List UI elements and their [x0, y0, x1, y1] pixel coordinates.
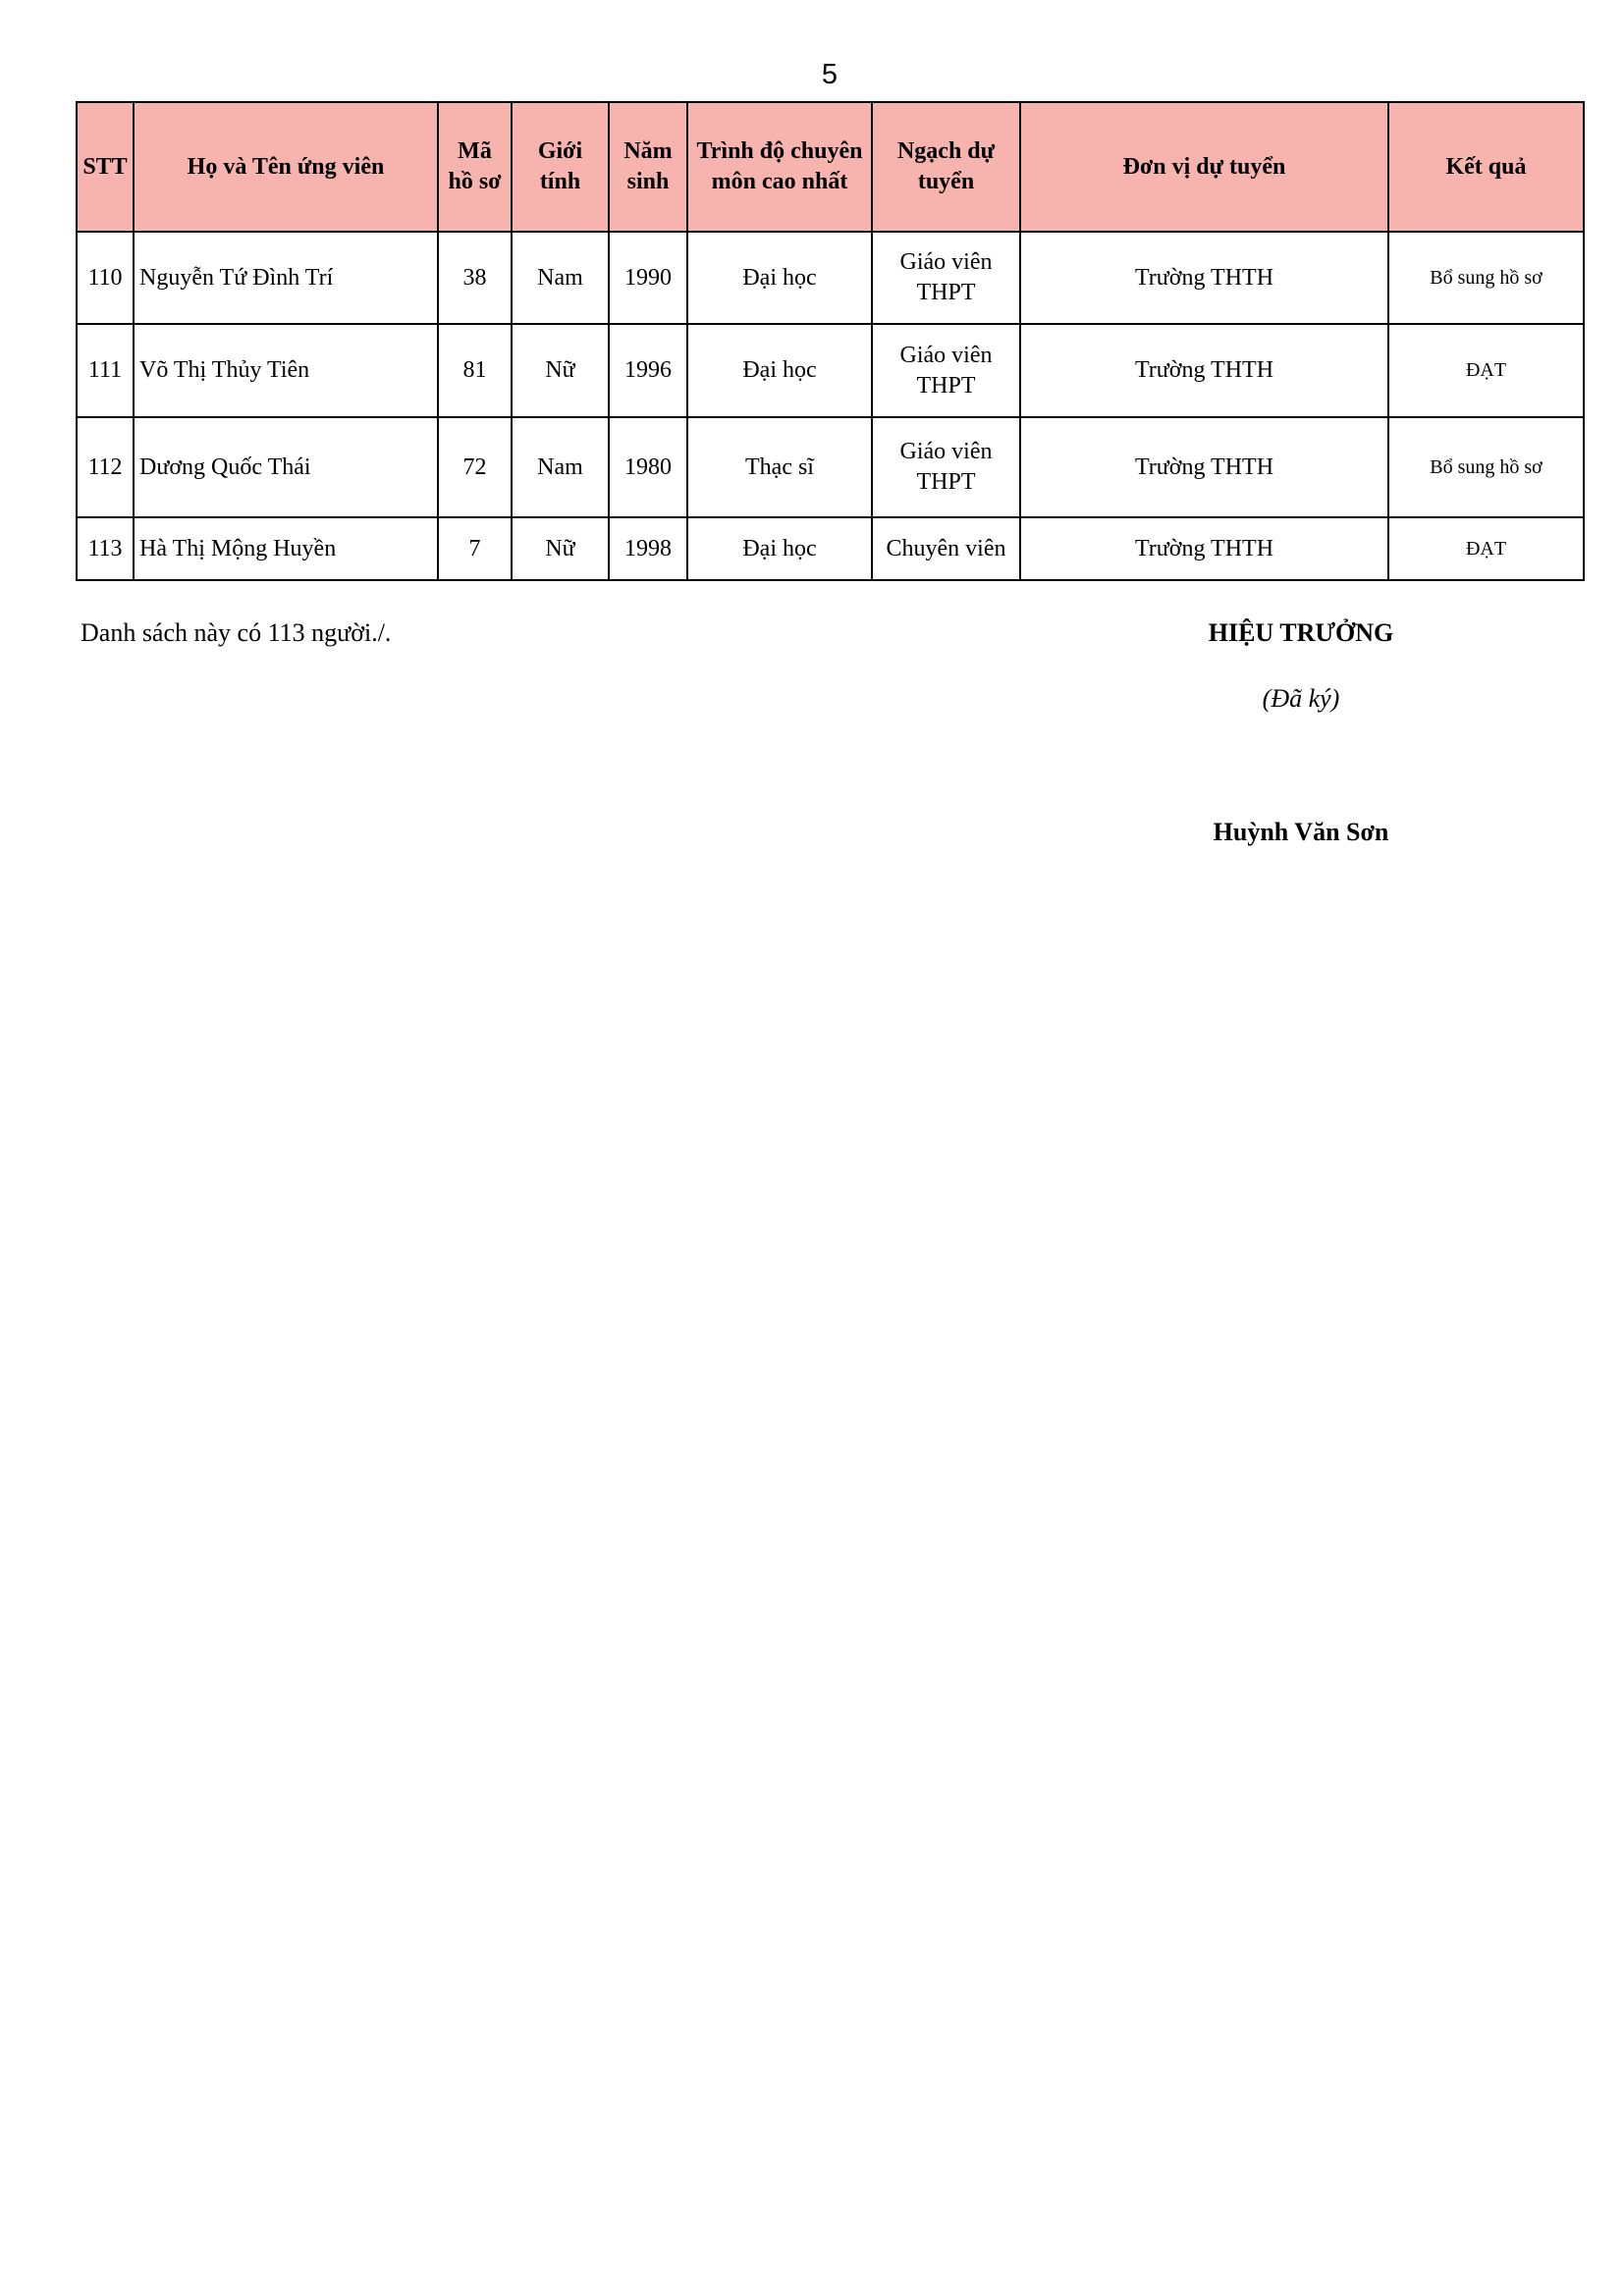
- cell-position: Giáo viên THPT: [872, 232, 1020, 324]
- header-gender: Giới tính: [512, 102, 609, 232]
- cell-stt: 111: [77, 324, 134, 417]
- table-row: [77, 324, 1584, 417]
- header-result: Kết quả: [1388, 102, 1584, 232]
- cell-unit: Trường THTH: [1020, 417, 1388, 517]
- cell-stt: 113: [77, 517, 134, 580]
- header-birth-year: Năm sinh: [609, 102, 687, 232]
- cell-result: Bổ sung hồ sơ: [1388, 417, 1584, 517]
- cell-name: Võ Thị Thủy Tiên: [134, 324, 438, 417]
- table-row: [77, 517, 1584, 580]
- page-number: 5: [821, 59, 839, 90]
- header-unit: Đơn vị dự tuyển: [1020, 102, 1388, 232]
- cell-name: Hà Thị Mộng Huyền: [134, 517, 438, 580]
- signer-name: Huỳnh Văn Sơn: [1213, 818, 1389, 846]
- header-name: Họ và Tên ứng viên: [134, 102, 438, 232]
- cell-position: Giáo viên THPT: [872, 417, 1020, 517]
- cell-qualification: Đại học: [687, 232, 872, 324]
- cell-name: Dương Quốc Thái: [134, 417, 438, 517]
- candidate-results-table: [76, 101, 1585, 581]
- cell-birth-year: 1980: [609, 417, 687, 517]
- cell-name: Nguyễn Tứ Đình Trí: [134, 232, 438, 324]
- cell-result: ĐẠT: [1388, 517, 1584, 580]
- table-row: [77, 232, 1584, 324]
- cell-unit: Trường THTH: [1020, 324, 1388, 417]
- cell-gender: Nam: [512, 232, 609, 324]
- table-row: [77, 417, 1584, 517]
- cell-unit: Trường THTH: [1020, 232, 1388, 324]
- cell-birth-year: 1990: [609, 232, 687, 324]
- cell-qualification: Thạc sĩ: [687, 417, 872, 517]
- header-qualification: Trình độ chuyên môn cao nhất: [687, 102, 872, 232]
- header-code: Mã hồ sơ: [438, 102, 512, 232]
- cell-code: 72: [438, 417, 512, 517]
- cell-qualification: Đại học: [687, 517, 872, 580]
- cell-birth-year: 1996: [609, 324, 687, 417]
- header-stt: STT: [77, 102, 134, 232]
- cell-stt: 110: [77, 232, 134, 324]
- cell-result: Bổ sung hồ sơ: [1388, 232, 1584, 324]
- cell-result: ĐẠT: [1388, 324, 1584, 417]
- table-header-row: [77, 102, 1584, 232]
- cell-stt: 112: [77, 417, 134, 517]
- cell-unit: Trường THTH: [1020, 517, 1388, 580]
- signer-title: HIỆU TRƯỞNG: [1208, 618, 1394, 647]
- cell-code: 38: [438, 232, 512, 324]
- list-summary: Danh sách này có 113 người./.: [81, 618, 392, 647]
- cell-code: 7: [438, 517, 512, 580]
- cell-gender: Nữ: [512, 517, 609, 580]
- cell-gender: Nam: [512, 417, 609, 517]
- header-position: Ngạch dự tuyển: [872, 102, 1020, 232]
- cell-birth-year: 1998: [609, 517, 687, 580]
- cell-gender: Nữ: [512, 324, 609, 417]
- cell-qualification: Đại học: [687, 324, 872, 417]
- cell-position: Giáo viên THPT: [872, 324, 1020, 417]
- cell-code: 81: [438, 324, 512, 417]
- cell-position: Chuyên viên: [872, 517, 1020, 580]
- signed-note: (Đã ký): [1262, 684, 1340, 713]
